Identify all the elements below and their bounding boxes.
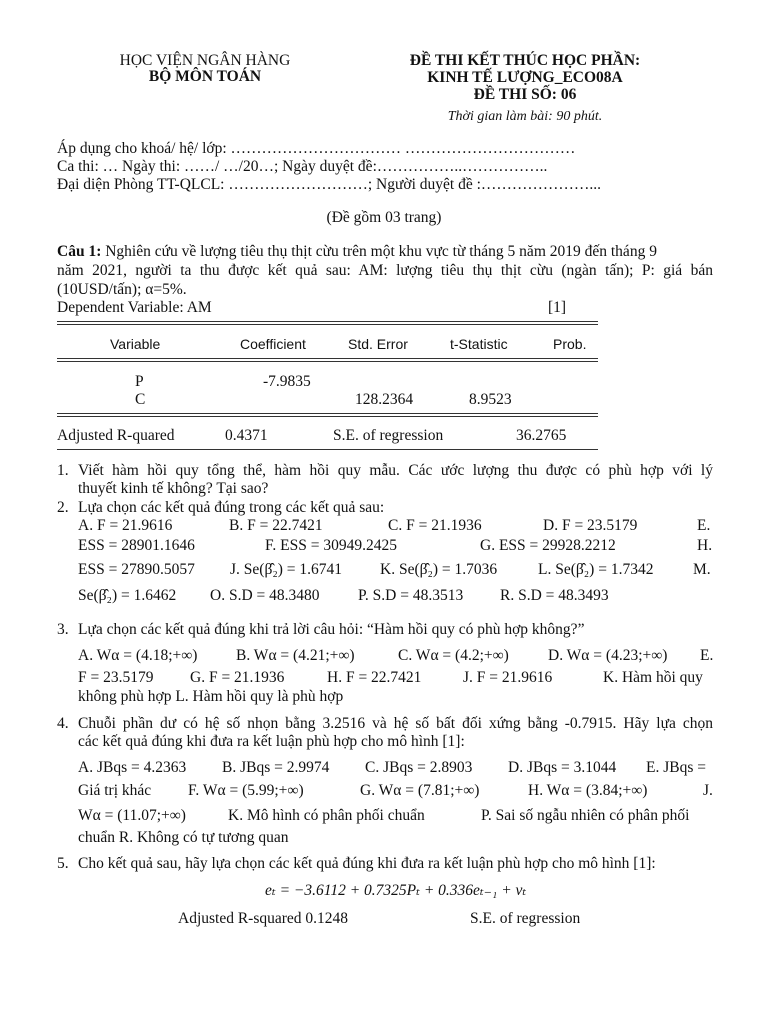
option-2c: C. F = 21.1936 [388,517,482,534]
option-4f: F. Wα = (5.99;+∞) [188,782,304,799]
institution-name: HỌC VIỆN NGÂN HÀNG [119,52,291,69]
option-3j: J. F = 21.9616 [463,669,553,686]
option-2g: G. ESS = 29928.2212 [480,537,616,554]
option-2e-label: E. [697,517,711,534]
option-2d: D. F = 23.5179 [543,517,638,534]
option-2k: K. Se(β̂₂) = 1.7036 [380,561,498,578]
option-2e: ESS = 28901.1646 [78,537,195,554]
item-3-prompt: Lựa chọn các kết quả đúng khi trả lời câu hỏi: “Hàm hồi quy có phù hợp không?” [78,621,585,638]
item-1-line2: thuyết kinh tế không? Tại sao? [78,480,269,497]
option-4h: H. Wα = (3.84;+∞) [528,782,648,799]
option-2m: Se(β̂₂) = 1.6462 [78,587,177,604]
table-row-c-std-error: 128.2364 [355,391,414,408]
item-5-se-regression: S.E. of regression [470,910,581,927]
option-4g: G. Wα = (7.81;+∞) [360,782,480,799]
col-header-coefficient: Coefficient [240,336,306,352]
option-3a: A. Wα = (4.18;+∞) [78,647,198,664]
table-rule-top [57,321,598,322]
course-name: KINH TẾ LƯỢNG_ECO08A [427,69,623,86]
table-rule-bottom [57,449,598,450]
item-number-2: 2. [57,499,69,516]
item-number-1: 1. [57,462,69,479]
option-4k: K. Mô hình có phân phối chuẩn [228,807,425,824]
item-4-line1: Chuỗi phần dư có hệ số nhọn bằng 3.2516 và hệ số bất đối xứng bằng -0.7915. Hãy lựa chọn [78,715,713,732]
option-3l: không phù hợp L. Hàm hồi quy là phù hợp [78,688,344,705]
dependent-variable: Dependent Variable: AM [57,299,212,316]
option-4e: E. JBqs = [646,759,706,776]
option-2b: B. F = 22.7421 [229,517,323,534]
option-3k: K. Hàm hồi quy [603,669,703,686]
option-4j-label: J. [703,782,713,799]
model-ref: [1] [548,299,567,316]
info-line-class: Áp dụng cho khoá/ hệ/ lớp: …………………………… …………………………… [57,140,576,157]
info-line-approver: Đại diện Phòng TT-QLCL: ………………………; Người duyệt đề :…………………... [57,176,602,193]
table-rule-top-2 [57,324,598,325]
item-1-line1: Viết hàm hồi quy tổng thể, hàm hồi quy mẫu. Các ước lượng thu được có phù hợp với lý [78,462,713,479]
adj-r2-label: Adjusted R-quared [57,427,175,444]
table-rule-header-2 [57,361,598,362]
option-4e-value: Giá trị khác [78,782,152,799]
option-4r: chuẩn R. Không có tự tương quan [78,829,289,846]
residual-equation: eₜ = −3.6112 + 0.7325Pₜ + 0.336eₜ₋₁ + vₜ [265,882,527,899]
item-number-4: 4. [57,715,69,732]
se-regression-value: 36.2765 [516,427,567,444]
option-2j: J. Se(β̂₂) = 1.6741 [230,561,343,578]
col-header-prob: Prob. [553,336,587,352]
table-row-p-coefficient: -7.9835 [263,373,311,390]
option-2m-label: M. [693,561,711,578]
option-3d: D. Wα = (4.23;+∞) [548,647,668,664]
exam-duration: Thời gian làm bài: 90 phút. [447,109,603,124]
option-4p: P. Sai số ngẫu nhiên có phân phối [481,807,690,824]
option-2l: L. Se(β̂₂) = 1.7342 [538,561,654,578]
item-5-adj-r2: Adjusted R-squared 0.1248 [178,910,349,927]
option-2o: O. S.D = 48.3480 [210,587,320,604]
option-2h: ESS = 27890.5057 [78,561,195,578]
question-1-intro-line2: năm 2021, người ta thu được kết quả sau: AM: lượng tiêu thụ thịt cừu (ngàn tấn); P: giá bán [57,262,713,279]
option-4j: Wα = (11.07;+∞) [78,807,186,824]
option-2f: F. ESS = 30949.2425 [265,537,397,554]
option-4a: A. JBqs = 4.2363 [78,759,187,776]
col-header-t-statistic: t-Statistic [450,336,508,352]
option-3e: F = 23.5179 [78,669,154,686]
col-header-variable: Variable [110,336,161,352]
item-number-3: 3. [57,621,69,638]
table-rule-mid-2 [57,416,598,417]
question-1-intro [57,243,713,261]
option-3e-label: E. [700,647,714,664]
se-regression-label: S.E. of regression [333,427,444,444]
info-line-date: Ca thi: … Ngày thi: ……/ …/20…; Ngày duyệt đề:……………..…………….. [57,158,548,175]
table-row-c-variable: C [135,391,146,408]
option-2p: P. S.D = 48.3513 [358,587,464,604]
exam-title: ĐỀ THI KẾT THÚC HỌC PHẦN: [409,52,641,69]
department-name: BỘ MÔN TOÁN [148,68,262,85]
option-4d: D. JBqs = 3.1044 [508,759,617,776]
col-header-std-error: Std. Error [348,336,408,352]
option-2a: A. F = 21.9616 [78,517,173,534]
question-1-intro-line1: Nghiên cứu về lượng tiêu thụ thịt cừu trên một khu vực từ tháng 5 năm 2019 đến tháng 9 [101,243,657,260]
pages-note: (Đề gồm 03 trang) [326,209,442,226]
option-2r: R. S.D = 48.3493 [500,587,609,604]
table-row-p-variable: P [135,373,144,390]
option-2h-label: H. [697,537,713,554]
option-4b: B. JBqs = 2.9974 [222,759,330,776]
table-row-c-t-stat: 8.9523 [469,391,512,408]
question-1-intro-line3: (10USD/tấn); α=5%. [57,281,187,298]
item-4-line2: các kết quả đúng khi đưa ra kết luận phù hợp cho mô hình [1]: [78,733,465,750]
item-number-5: 5. [57,855,69,872]
item-5-prompt: Cho kết quả sau, hãy lựa chọn các kết quả đúng khi đưa ra kết luận phù hợp cho mô hình [1]: [78,855,656,872]
table-rule-header [57,358,598,359]
table-rule-mid [57,413,598,414]
adj-r2-value: 0.4371 [225,427,268,444]
exam-number: ĐỀ THI SỐ: 06 [473,86,577,103]
question-1-label: Câu 1: [57,243,102,260]
option-4c: C. JBqs = 2.8903 [365,759,473,776]
option-3h: H. F = 22.7421 [327,669,422,686]
item-2-prompt: Lựa chọn các kết quả đúng trong các kết quả sau: [78,499,385,516]
option-3c: C. Wα = (4.2;+∞) [398,647,509,664]
option-3b: B. Wα = (4.21;+∞) [236,647,355,664]
option-3g: G. F = 21.1936 [190,669,285,686]
